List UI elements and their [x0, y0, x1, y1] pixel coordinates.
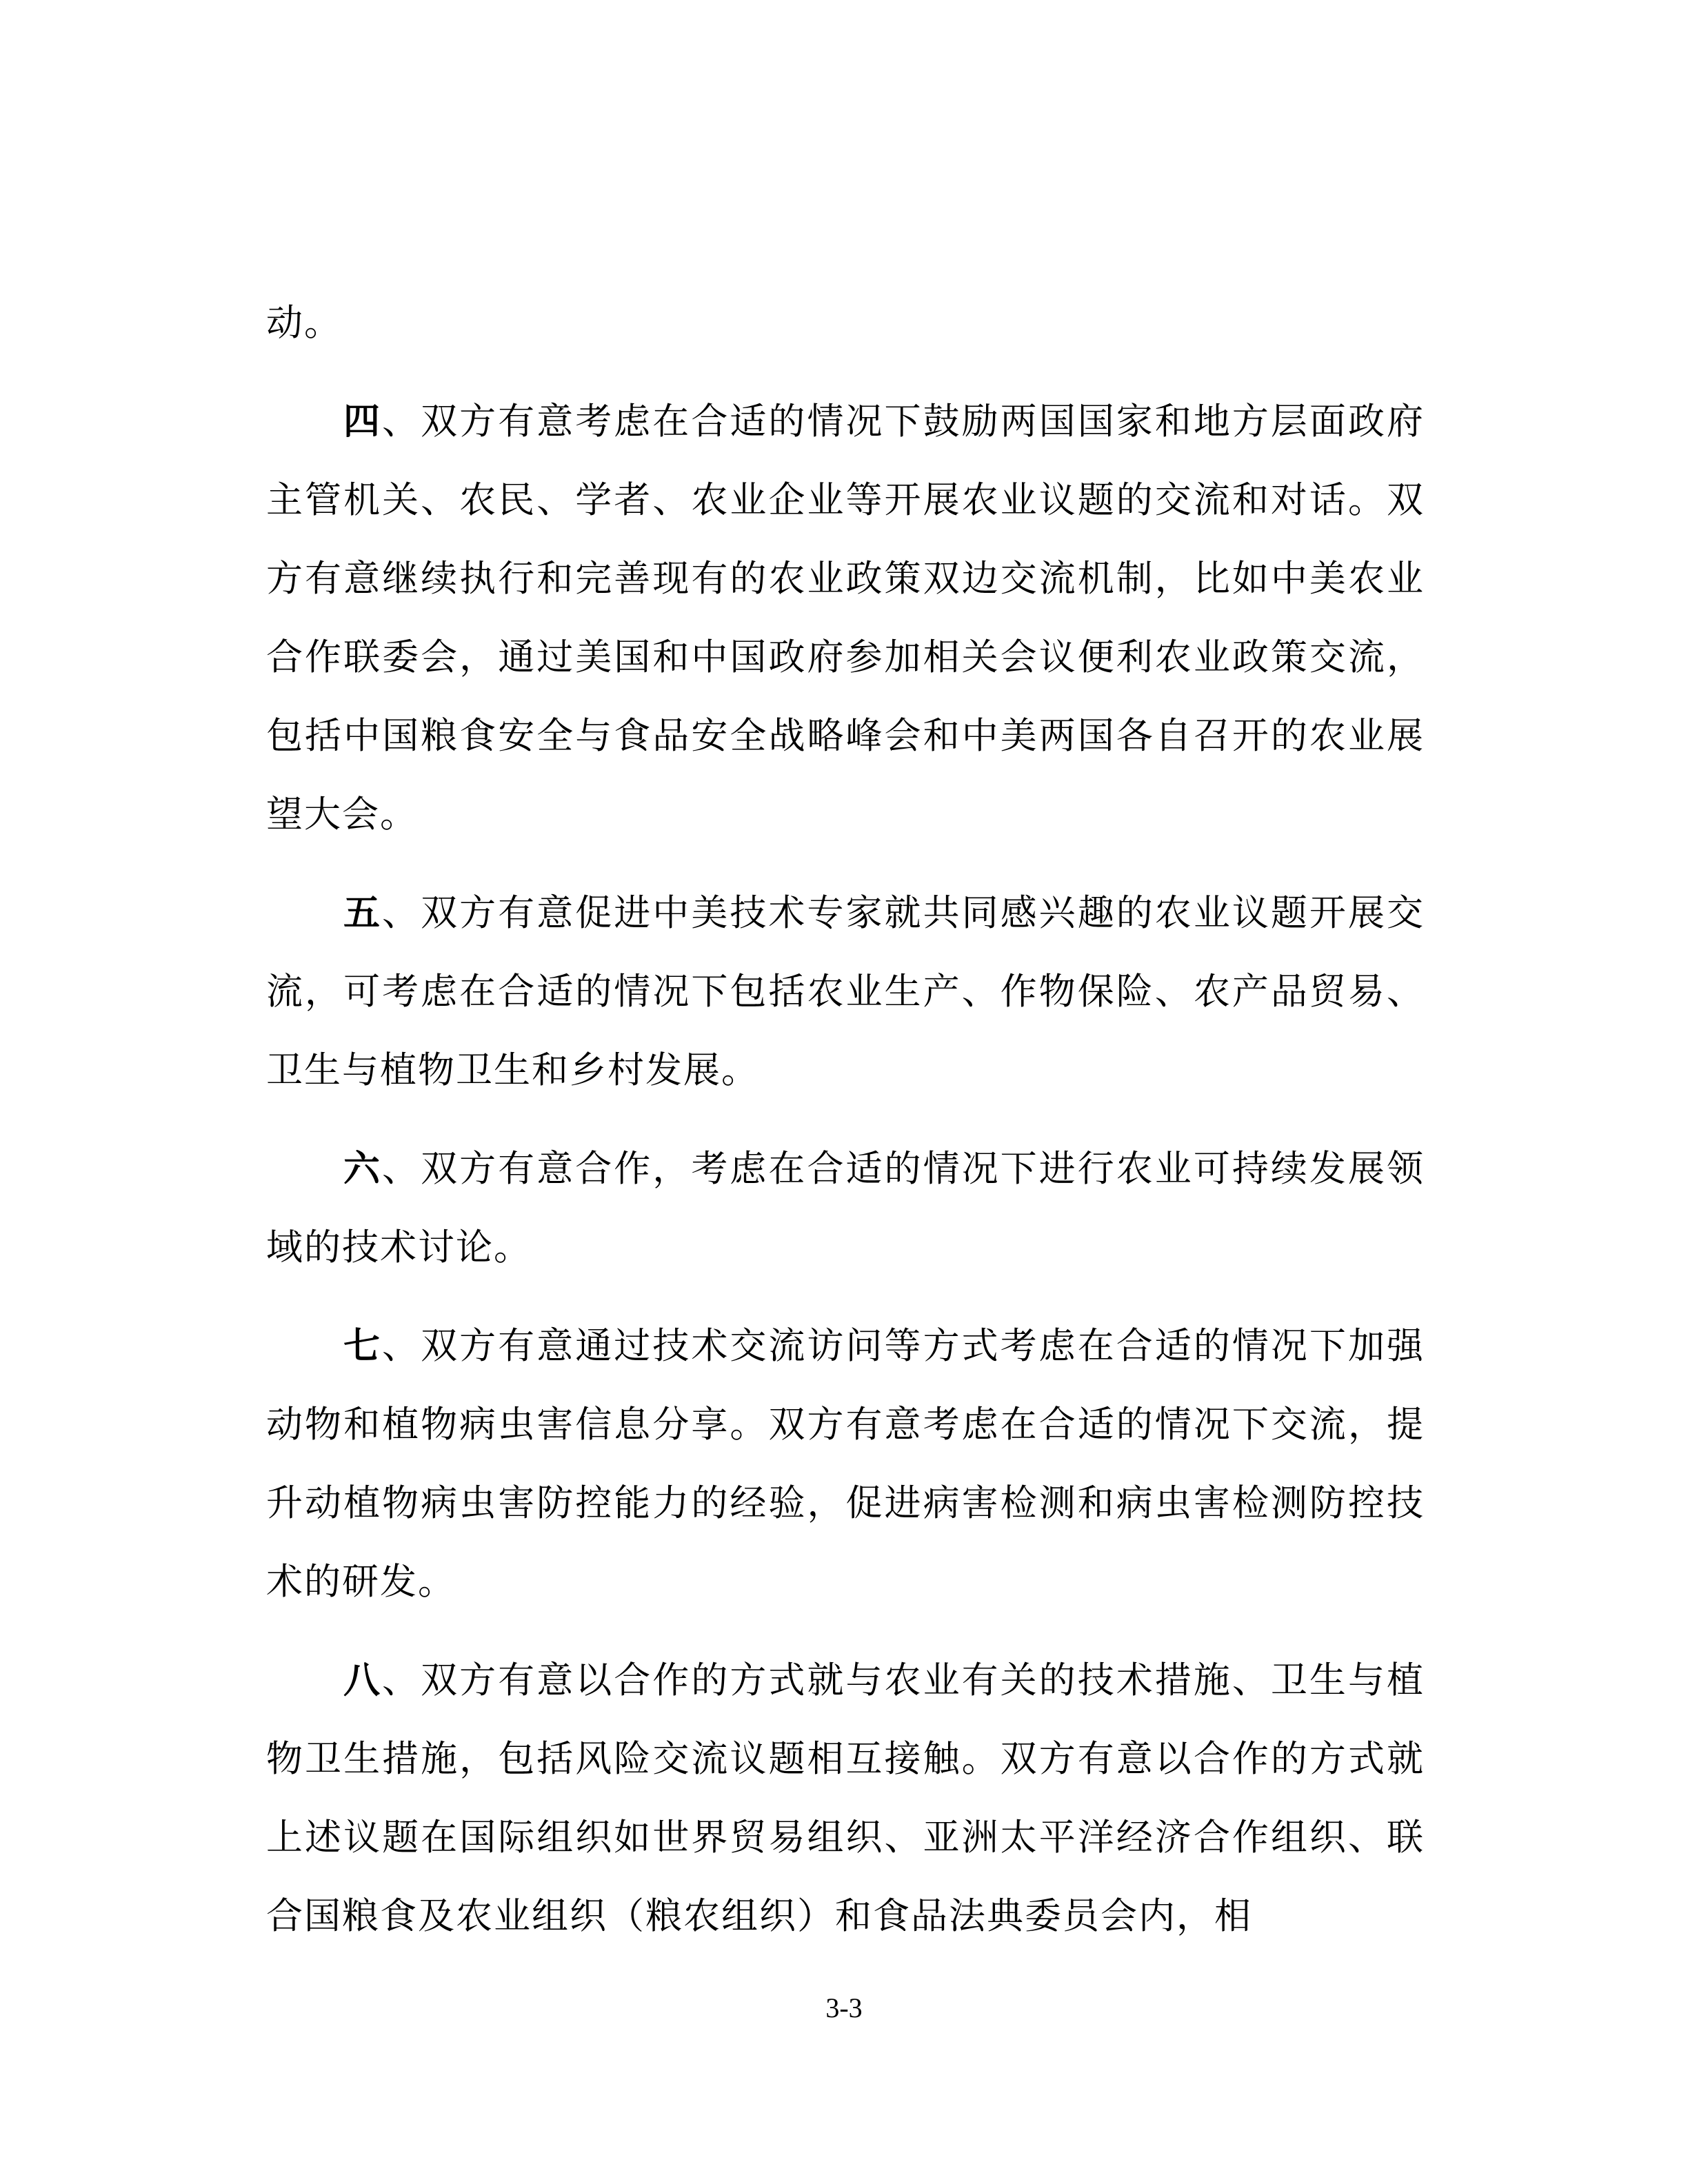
section-number: 八 — [343, 1659, 383, 1701]
section-text: 、双方有意促进中美技术专家就共同感兴趣的农业议题开展交流，可考虑在合适的情况下包括农业生产、作物保险、农产品贸易、卫生与植物卫生和乡村发展。 — [266, 892, 1425, 1091]
section-eight — [266, 1641, 1425, 1956]
section-number: 四 — [343, 400, 383, 443]
section-number: 七 — [343, 1324, 383, 1367]
section-text: 、双方有意通过技术交流访问等方式考虑在合适的情况下加强动物和植物病虫害信息分享。双方有意考虑在合适的情况下交流，提升动植物病虫害防控能力的经验，促进病害检测和病虫害检测防控技术的研发。 — [266, 1325, 1425, 1603]
section-text: 、双方有意考虑在合适的情况下鼓励两国国家和地方层面政府主管机关、农民、学者、农业企业等开展农业议题的交流和对话。双方有意继续执行和完善现有的农业政策双边交流机制，比如中美农业合作联委会，通过美国和中国政府参加相关会议便利农业政策交流，包括中国粮食安全与食品安全战略峰会和中美两国各自召开的农业展望大会。 — [266, 401, 1425, 836]
document-body — [266, 284, 1425, 1975]
section-number: 六 — [343, 1147, 383, 1190]
section-six — [266, 1129, 1425, 1287]
section-seven — [266, 1306, 1425, 1621]
page-number: 3-3 — [825, 1992, 863, 2023]
section-text: 、双方有意以合作的方式就与农业有关的技术措施、卫生与植物卫生措施，包括风险交流议题相互接触。双方有意以合作的方式就上述议题在国际组织如世界贸易组织、亚洲太平洋经济合作组织、联合国粮食及农业组织（粮农组织）和食品法典委员会内，相 — [266, 1659, 1425, 1937]
section-four — [266, 382, 1425, 854]
continuation-paragraph: 动。 — [266, 302, 342, 344]
section-five — [266, 873, 1425, 1110]
section-text: 、双方有意合作，考虑在合适的情况下进行农业可持续发展领域的技术讨论。 — [266, 1148, 1425, 1268]
section-number: 五 — [343, 891, 383, 934]
